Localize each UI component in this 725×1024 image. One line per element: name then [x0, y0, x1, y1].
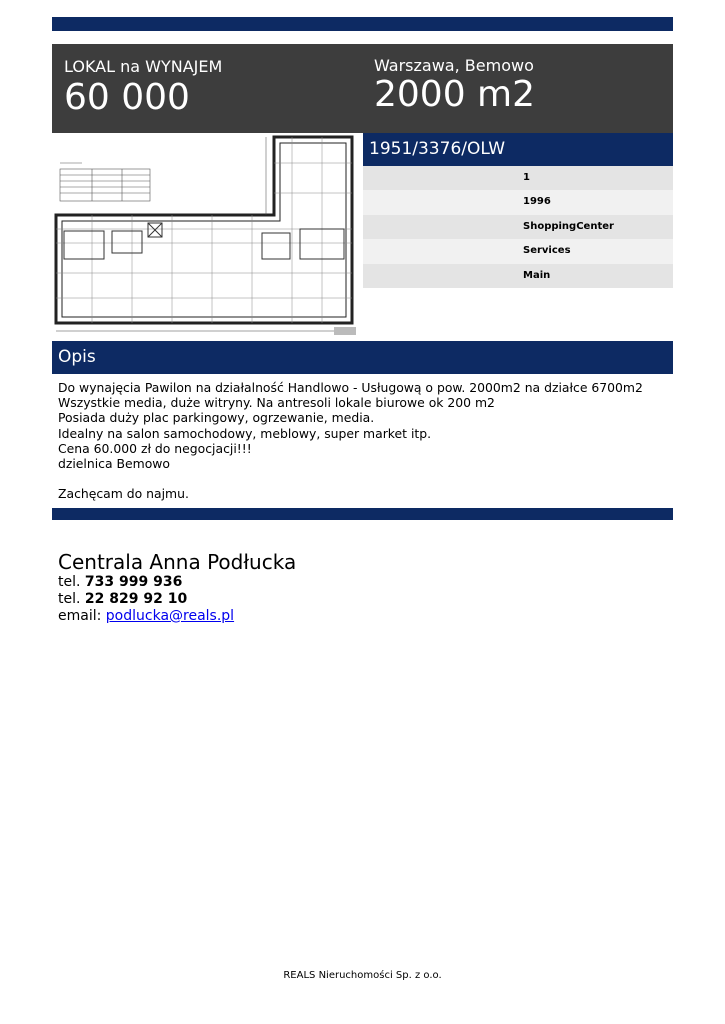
param-row: 1996 [363, 190, 673, 214]
description-line: Zachęcam do najmu. [58, 486, 189, 502]
description-line: Do wynajęcia Pawilon na działalność Handlowo - Usługową o pow. 2000m2 na działce 6700m2 [58, 380, 643, 395]
tel-label: tel. [58, 591, 81, 607]
param-row: ShoppingCenter [363, 215, 673, 239]
footer-company: REALS Nieruchomości Sp. z o.o. [283, 970, 442, 981]
email-line [58, 608, 296, 625]
phone-line-1 [58, 574, 296, 591]
parameters-list [363, 166, 673, 288]
param-row: Main [363, 264, 673, 288]
location: Warszawa, Bemowo [374, 56, 534, 75]
param-row: Services [363, 239, 673, 263]
phone-number-2: 22 829 92 10 [84, 591, 188, 607]
area: 2000 m2 [374, 74, 536, 115]
email-link[interactable]: podlucka@reals.pl [105, 608, 235, 624]
description-line [58, 471, 668, 486]
floor-plan-image [52, 133, 363, 340]
description-line: dzielnica Bemowo [58, 456, 171, 472]
listing-header [52, 44, 673, 133]
description-line: Posiada duży plac parkingowy, ogrzewanie, media. [58, 410, 375, 426]
email-label: email: [58, 608, 102, 624]
description-line: Wszystkie media, duże witryny. Na antresoli lokale biurowe ok 200 m2 [58, 395, 495, 411]
floor-plan-drawing [52, 133, 363, 340]
reference-number: 1951/3376/OLW [363, 133, 673, 166]
phone-number-1: 733 999 936 [84, 574, 183, 590]
description-text [58, 380, 668, 502]
param-row: 1 [363, 166, 673, 190]
price: 60 000 [64, 77, 190, 118]
top-bar [52, 17, 673, 31]
agent-name: Centrala Anna Podłucka [58, 550, 297, 574]
offer-type: LOKAL na WYNAJEM [64, 57, 223, 76]
section-divider [52, 508, 673, 520]
description-line: Cena 60.000 zł do negocjacji!!! [58, 440, 252, 456]
tel-label: tel. [58, 574, 81, 590]
contact-block [58, 550, 296, 625]
description-heading: Opis [52, 341, 673, 374]
phone-line-2 [58, 591, 296, 608]
description-line: Idealny na salon samochodowy, meblowy, super market itp. [58, 425, 432, 441]
